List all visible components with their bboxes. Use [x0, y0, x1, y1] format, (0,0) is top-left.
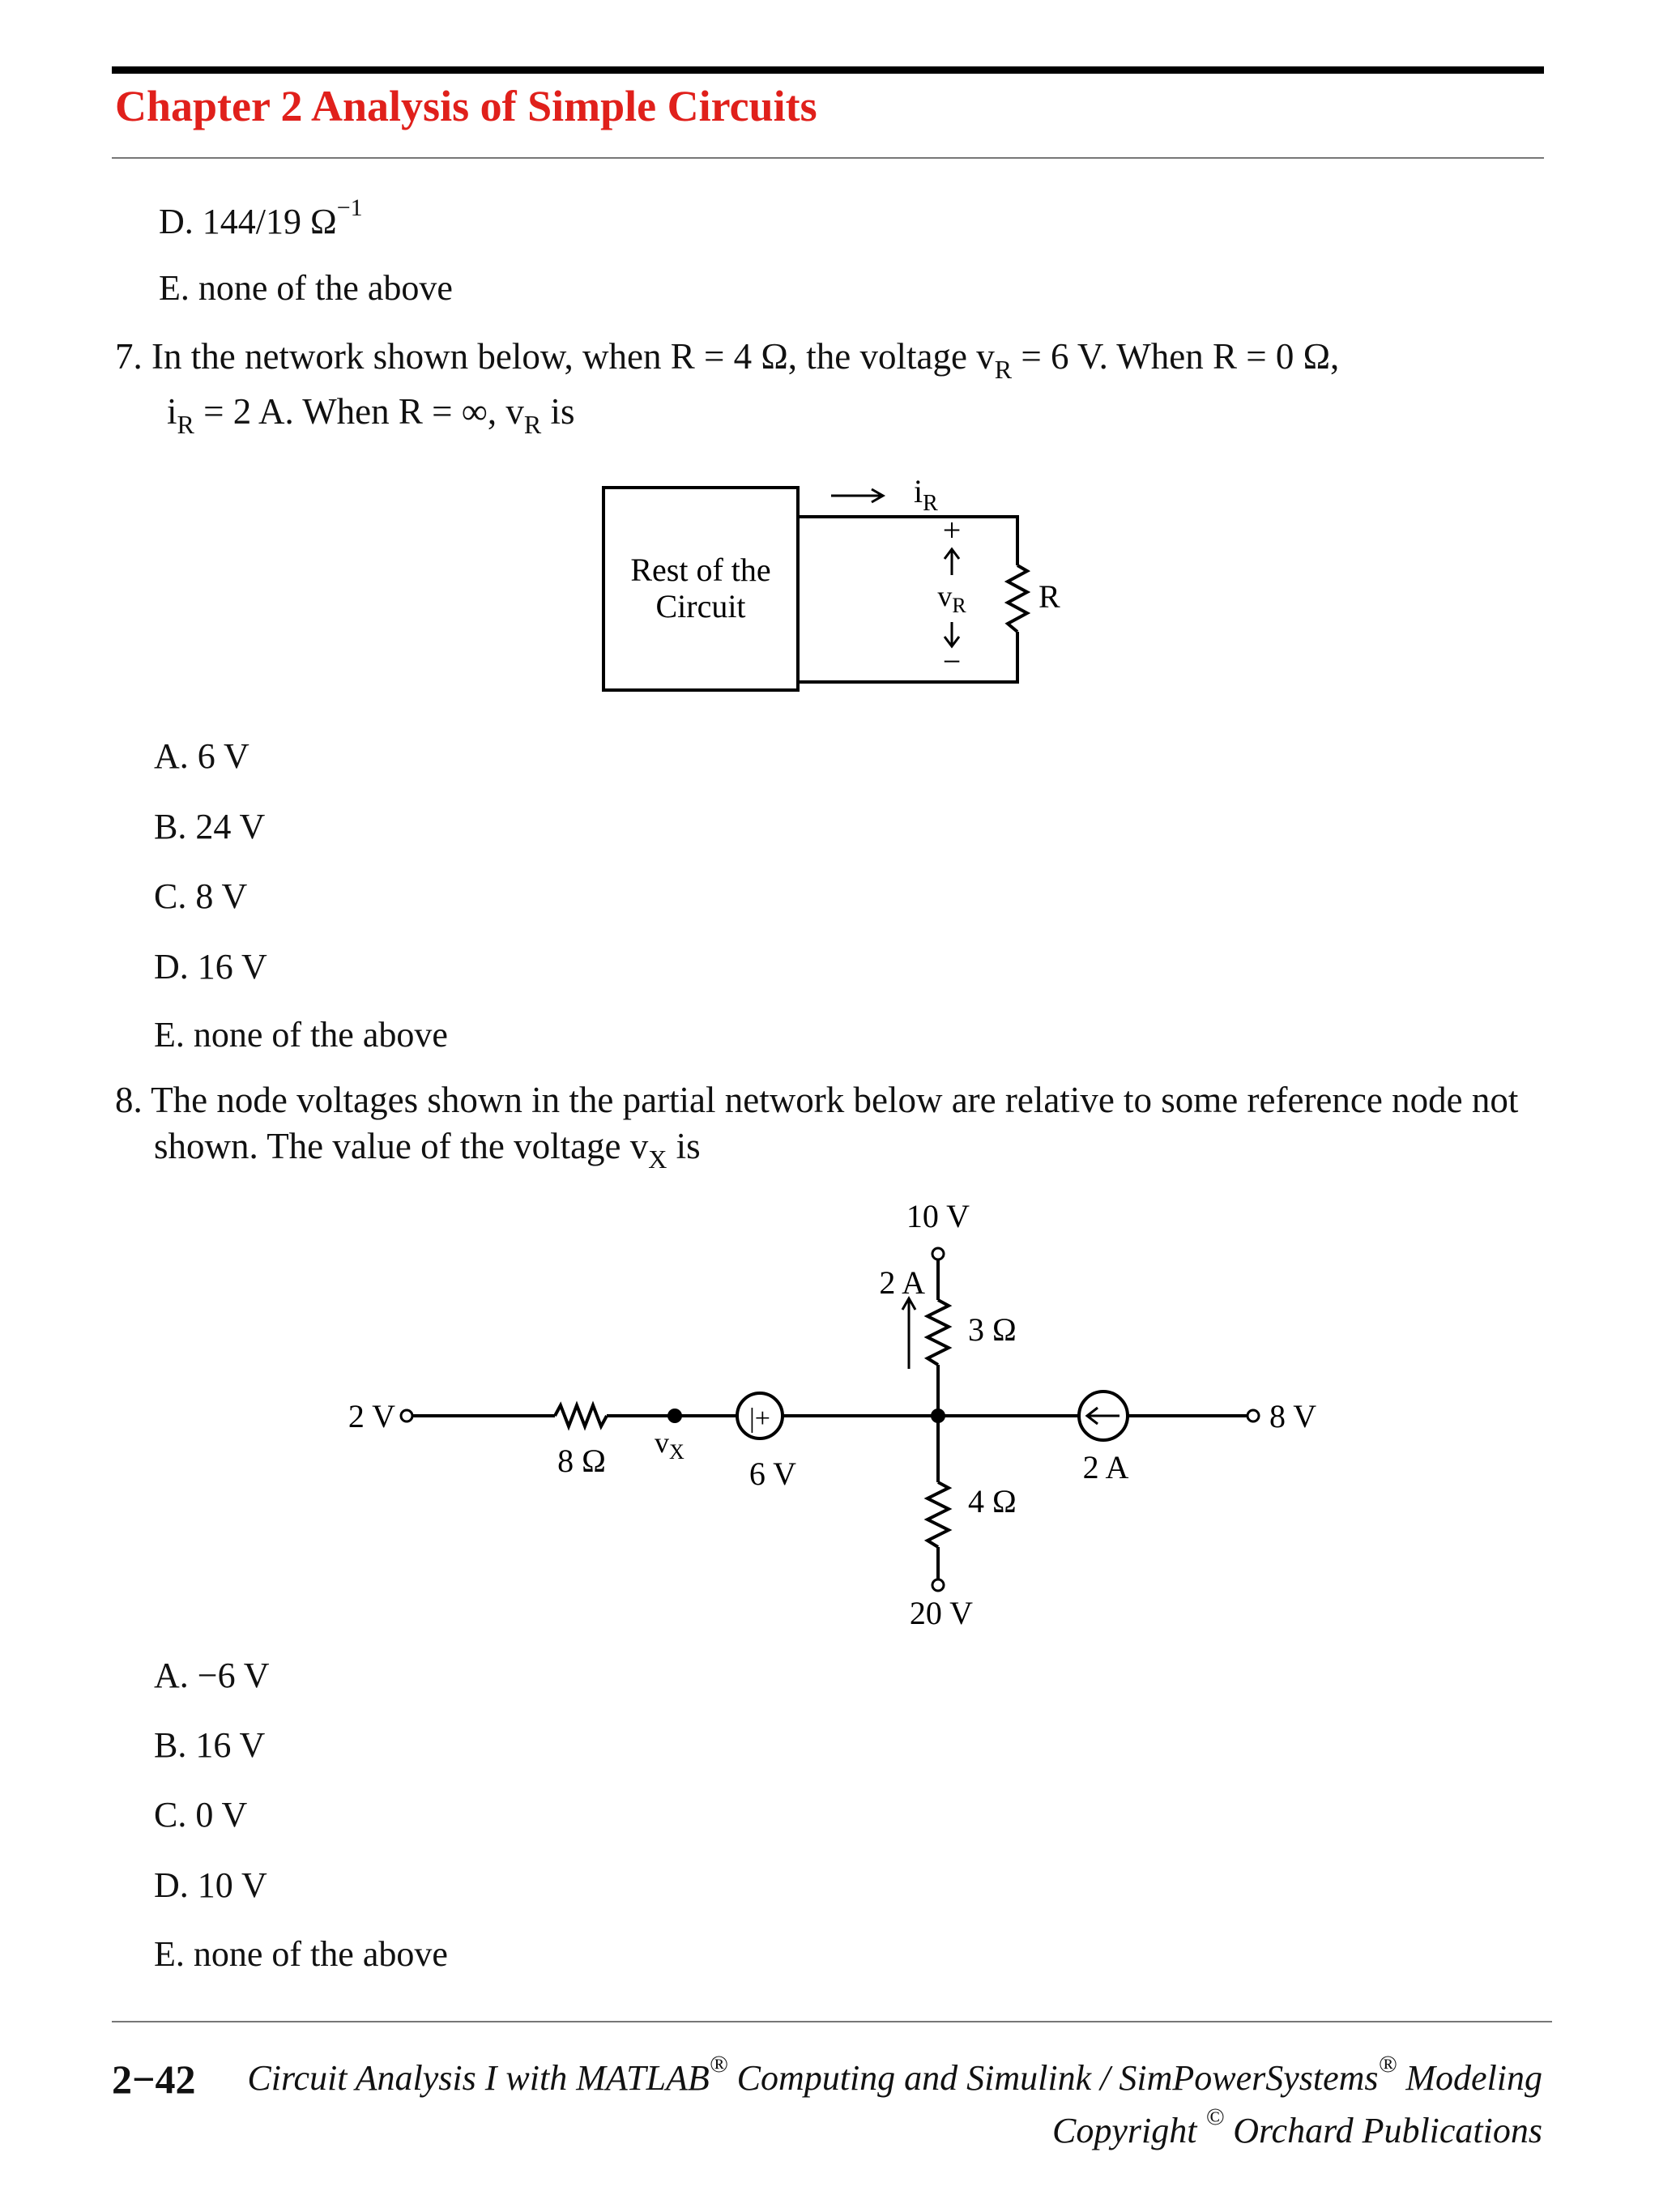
box-label-line2: Circuit [655, 588, 746, 624]
voltage-source-symbol: |+ [749, 1404, 770, 1434]
current-right-label: 2 A [1082, 1449, 1129, 1485]
node-bottom-label: 20 V [909, 1595, 974, 1631]
node-left-label: 2 V [348, 1398, 395, 1434]
node-right-terminal [1247, 1410, 1259, 1421]
node-vx-dot [667, 1409, 682, 1423]
q8-option-d: D. 10 V [154, 1865, 267, 1905]
prev-option-d: D. 144/19 $\Omega^{-1}$ [159, 194, 363, 241]
prev-option-e: E. none of the above [159, 268, 453, 308]
current-top-label: 2 A [879, 1264, 925, 1301]
resistor-r [1008, 565, 1027, 632]
q7-option-c: C. 8 V [154, 876, 248, 916]
r-left-label: 8 Ω [557, 1443, 606, 1479]
vx-label: $v_X$ [655, 1426, 684, 1464]
q8-option-e: E. none of the above [154, 1934, 448, 1974]
q7-line2: $i_R = 2$ A. When R = ∞, $v_R$ is [167, 391, 575, 439]
q8-option-c: C. 0 V [154, 1795, 248, 1835]
resistor-3-ohm [928, 1300, 949, 1365]
node-right-label: 8 V [1269, 1398, 1317, 1434]
q8-option-b: B. 16 V [154, 1725, 266, 1765]
q8-line1: 8. The node voltages shown in the partial network below are relative to some reference node not [115, 1080, 1519, 1120]
footer-divider [112, 2021, 1552, 2022]
q7-option-a: A. 6 V [154, 736, 249, 776]
header-divider [112, 157, 1544, 159]
q7-line1: 7. In the network shown below, when R = 4 Ω, the voltage $v_R = 6$ V. When R = 0 Ω, [115, 336, 1340, 384]
minus-sign: − [942, 643, 962, 680]
node-bottom-terminal [932, 1579, 944, 1591]
header-rule [112, 66, 1544, 74]
box-label-line1: Rest of the [630, 552, 771, 588]
q8-option-a: A. −6 V [154, 1656, 270, 1695]
q7-option-e: E. none of the above [154, 1015, 448, 1055]
current-label: $i_R$ [914, 473, 938, 516]
node-top-terminal [932, 1248, 944, 1259]
q7-circuit-figure [567, 470, 1069, 721]
resistor-8-ohm [555, 1405, 607, 1426]
chapter-title: Chapter 2 Analysis of Simple Circuits [115, 82, 817, 130]
source-6v-label: 6 V [748, 1455, 797, 1492]
footer-copyright: Copyright © Orchard Publications [1052, 2103, 1542, 2150]
q7-option-b: B. 24 V [154, 807, 266, 846]
plus-sign: + [942, 512, 962, 548]
node-top-label: 10 V [906, 1198, 970, 1234]
page-number: 2−42 [112, 2056, 196, 2102]
q8-circuit-figure [324, 1195, 1393, 1648]
r-bottom-label: 4 Ω [968, 1483, 1017, 1519]
top-wire [798, 517, 1017, 565]
node-left-terminal [401, 1410, 412, 1421]
resistor-label: R [1038, 578, 1060, 615]
voltage-label: $v_R$ [937, 580, 966, 617]
r-top-label: 3 Ω [968, 1311, 1017, 1348]
bottom-wire [798, 632, 1017, 682]
q7-option-d: D. 16 V [154, 947, 267, 987]
footer-book-title: Circuit Analysis I with MATLAB® Computing and Simulink / SimPowerSystems® Modeling [247, 2051, 1542, 2098]
resistor-4-ohm [928, 1482, 949, 1547]
q8-line2: shown. The value of the voltage $v_X$ is [154, 1126, 701, 1174]
